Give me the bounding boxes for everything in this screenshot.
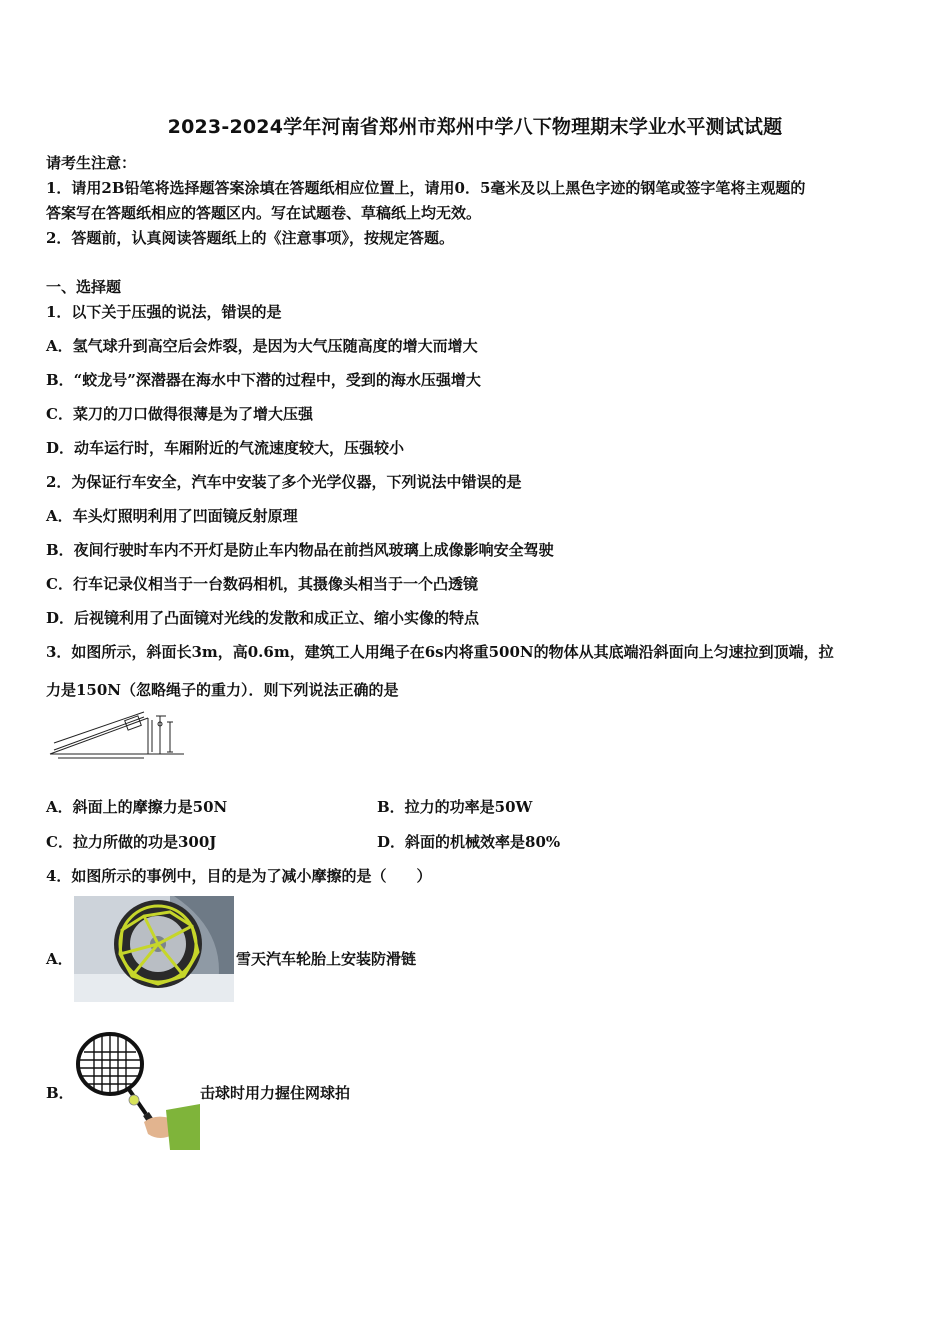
q3-stem-line-2: 力是150N（忽略绳子的重力）．则下列说法正确的是 <box>46 681 399 699</box>
q2-option-d: D．后视镜利用了凸面镜对光线的发散和成正立、缩小实像的特点 <box>46 609 480 627</box>
q2-option-a: A．车头灯照明利用了凹面镜反射原理 <box>46 507 298 525</box>
notice-item-1-line-1: 1．请用2B铅笔将选择题答案涂填在答题纸相应位置上，请用0．5毫米及以上黑色字迹的钢笔或签字笔将主观题的 <box>46 179 806 197</box>
q3-option-d: D．斜面的机械效率是80% <box>377 833 561 851</box>
notice-heading: 请考生注意： <box>46 154 137 172</box>
snow-chain-tire-image <box>74 896 234 1002</box>
page-title: 2023-2024学年河南省郑州市郑州中学八下物理期末学业水平测试试题 <box>167 116 783 138</box>
q3-option-b: B．拉力的功率是50W <box>377 798 533 816</box>
q2-stem: 2．为保证行车安全，汽车中安装了多个光学仪器，下列说法中错误的是 <box>46 473 522 491</box>
q4-option-b-text: 击球时用力握住网球拍 <box>200 1084 351 1102</box>
q4-option-a-text: 雪天汽车轮胎上安装防滑链 <box>236 950 417 968</box>
notice-item-2: 2．答题前，认真阅读答题纸上的《注意事项》，按规定答题。 <box>46 229 454 247</box>
incline-diagram <box>50 712 184 758</box>
q1-option-d: D．动车运行时，车厢附近的气流速度较大，压强较小 <box>46 439 405 457</box>
notice-item-1-line-2: 答案写在答题纸相应的答题区内。写在试题卷、草稿纸上均无效。 <box>46 204 482 222</box>
q1-stem: 1．以下关于压强的说法，错误的是 <box>46 303 282 321</box>
q1-option-b: B．“蛟龙号”深潜器在海水中下潜的过程中，受到的海水压强增大 <box>46 371 481 389</box>
q2-option-b: B．夜间行驶时车内不开灯是防止车内物品在前挡风玻璃上成像影响安全驾驶 <box>46 541 554 559</box>
q4-option-a-label: A． <box>46 950 73 968</box>
tennis-racket-image <box>74 1030 200 1150</box>
q4-option-b-label: B． <box>46 1084 74 1102</box>
q3-option-a: A．斜面上的摩擦力是50N <box>46 798 228 816</box>
q1-option-a: A．氢气球升到高空后会炸裂，是因为大气压随高度的增大而增大 <box>46 337 478 355</box>
section-heading: 一、选择题 <box>46 278 122 296</box>
q3-stem-line-1: 3．如图所示，斜面长3m，高0.6m，建筑工人用绳子在6s内将重500N的物体从其底端沿斜面向上匀速拉到顶端，拉 <box>46 643 834 661</box>
q2-option-c: C．行车记录仪相当于一台数码相机，其摄像头相当于一个凸透镜 <box>46 575 478 593</box>
incline-figure <box>48 710 188 762</box>
q4-stem: 4．如图所示的事例中，目的是为了减小摩擦的是（ ） <box>46 867 432 885</box>
q1-option-c: C．菜刀的刀口做得很薄是为了增大压强 <box>46 405 313 423</box>
q3-option-c: C．拉力所做的功是300J <box>46 833 217 851</box>
